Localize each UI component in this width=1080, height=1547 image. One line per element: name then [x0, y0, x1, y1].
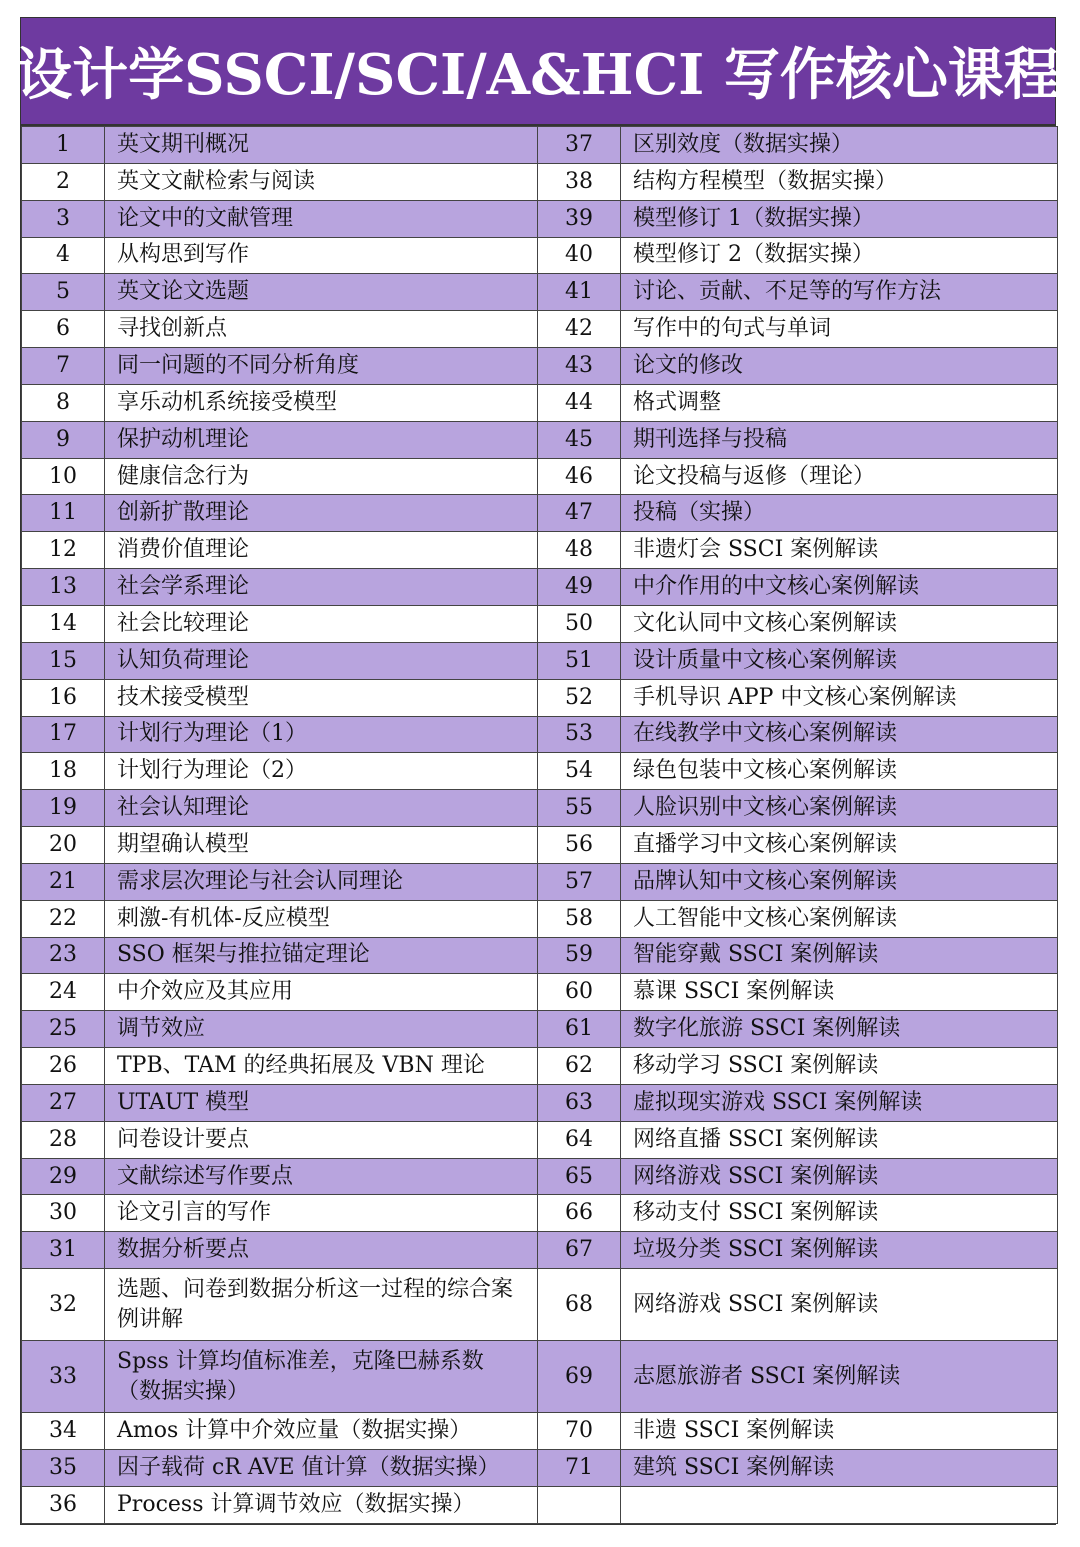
table-row — [22, 532, 1058, 569]
lesson-title: 数字化旅游 SSCI 案例解读 — [621, 1011, 1058, 1048]
lesson-title: 社会学系理论 — [105, 569, 538, 606]
lesson-number: 48 — [538, 532, 621, 569]
table-row — [22, 163, 1058, 200]
lesson-title: 期刊选择与投稿 — [621, 421, 1058, 458]
lesson-title: 格式调整 — [621, 384, 1058, 421]
lesson-number: 41 — [538, 274, 621, 311]
lesson-number: 8 — [22, 384, 105, 421]
table-row — [22, 495, 1058, 532]
lesson-number: 60 — [538, 974, 621, 1011]
table-row — [22, 827, 1058, 864]
lesson-title: 健康信念行为 — [105, 458, 538, 495]
table-row — [22, 900, 1058, 937]
table-row — [22, 127, 1058, 164]
lesson-title: UTAUT 模型 — [105, 1084, 538, 1121]
table-row — [22, 1232, 1058, 1269]
lesson-title: 智能穿戴 SSCI 案例解读 — [621, 937, 1058, 974]
lesson-number: 15 — [22, 642, 105, 679]
lesson-number: 7 — [22, 348, 105, 385]
lesson-title: 需求层次理论与社会认同理论 — [105, 863, 538, 900]
course-table-frame — [16, 17, 1060, 1525]
lesson-title: 问卷设计要点 — [105, 1121, 538, 1158]
lesson-number: 63 — [538, 1084, 621, 1121]
table-row — [22, 458, 1058, 495]
table-row — [22, 679, 1058, 716]
table-row — [22, 753, 1058, 790]
lesson-title: 模型修订 1（数据实操） — [621, 200, 1058, 237]
lesson-number: 37 — [538, 127, 621, 164]
lesson-number: 21 — [22, 863, 105, 900]
lesson-title: 直播学习中文核心案例解读 — [621, 827, 1058, 864]
lesson-number: 35 — [22, 1450, 105, 1487]
lesson-title: 网络直播 SSCI 案例解读 — [621, 1121, 1058, 1158]
lesson-title: 投稿（实操） — [621, 495, 1058, 532]
table-row — [22, 1011, 1058, 1048]
lesson-number: 22 — [22, 900, 105, 937]
lesson-number: 14 — [22, 605, 105, 642]
lesson-title: 调节效应 — [105, 1011, 538, 1048]
lesson-number: 27 — [22, 1084, 105, 1121]
lesson-number: 47 — [538, 495, 621, 532]
lesson-title: 虚拟现实游戏 SSCI 案例解读 — [621, 1084, 1058, 1121]
lesson-title: 数据分析要点 — [105, 1232, 538, 1269]
lesson-title: 文献综述写作要点 — [105, 1158, 538, 1195]
lesson-number: 70 — [538, 1413, 621, 1450]
lesson-title: 选题、问卷到数据分析这一过程的综合案例讲解 — [105, 1269, 538, 1341]
lesson-title: 设计质量中文核心案例解读 — [621, 642, 1058, 679]
lesson-title: 计划行为理论（2） — [105, 753, 538, 790]
lesson-number: 61 — [538, 1011, 621, 1048]
lesson-title: 社会认知理论 — [105, 790, 538, 827]
lesson-number: 43 — [538, 348, 621, 385]
lesson-number: 13 — [22, 569, 105, 606]
lesson-title: 论文中的文献管理 — [105, 200, 538, 237]
lesson-title: 认知负荷理论 — [105, 642, 538, 679]
lesson-number: 68 — [538, 1269, 621, 1341]
table-row — [22, 1269, 1058, 1341]
lesson-number: 51 — [538, 642, 621, 679]
lesson-title: 品牌认知中文核心案例解读 — [621, 863, 1058, 900]
lesson-number: 42 — [538, 311, 621, 348]
lesson-title: 中介效应及其应用 — [105, 974, 538, 1011]
table-row — [22, 1084, 1058, 1121]
lesson-title: 论文引言的写作 — [105, 1195, 538, 1232]
lesson-title: 论文投稿与返修（理论） — [621, 458, 1058, 495]
lesson-number: 32 — [22, 1269, 105, 1341]
lesson-number: 71 — [538, 1450, 621, 1487]
lesson-title: 论文的修改 — [621, 348, 1058, 385]
lesson-number: 64 — [538, 1121, 621, 1158]
lesson-title: 文化认同中文核心案例解读 — [621, 605, 1058, 642]
lesson-number: 16 — [22, 679, 105, 716]
lesson-number: 9 — [22, 421, 105, 458]
lesson-title: 因子载荷 cR AVE 值计算（数据实操） — [105, 1450, 538, 1487]
lesson-title: 垃圾分类 SSCI 案例解读 — [621, 1232, 1058, 1269]
lesson-title: 刺激-有机体-反应模型 — [105, 900, 538, 937]
lesson-number: 38 — [538, 163, 621, 200]
lesson-number: 58 — [538, 900, 621, 937]
lesson-number: 19 — [22, 790, 105, 827]
lesson-number: 50 — [538, 605, 621, 642]
lesson-number: 4 — [22, 237, 105, 274]
table-row — [22, 1158, 1058, 1195]
table-row — [22, 384, 1058, 421]
lesson-number: 66 — [538, 1195, 621, 1232]
lesson-title: 技术接受模型 — [105, 679, 538, 716]
course-table — [21, 126, 1058, 1524]
lesson-number: 36 — [22, 1486, 105, 1523]
lesson-number: 3 — [22, 200, 105, 237]
lesson-number: 6 — [22, 311, 105, 348]
lesson-title: 消费价值理论 — [105, 532, 538, 569]
lesson-number: 39 — [538, 200, 621, 237]
lesson-number: 24 — [22, 974, 105, 1011]
lesson-number: 28 — [22, 1121, 105, 1158]
lesson-title: SSO 框架与推拉锚定理论 — [105, 937, 538, 974]
lesson-title: 英文文献检索与阅读 — [105, 163, 538, 200]
table-row — [22, 348, 1058, 385]
course-table-body — [22, 127, 1058, 1524]
table-row — [22, 237, 1058, 274]
lesson-number: 18 — [22, 753, 105, 790]
table-row — [22, 1413, 1058, 1450]
lesson-title: Process 计算调节效应（数据实操） — [105, 1486, 538, 1523]
lesson-title: 讨论、贡献、不足等的写作方法 — [621, 274, 1058, 311]
lesson-title: 移动学习 SSCI 案例解读 — [621, 1048, 1058, 1085]
lesson-title: 非遗 SSCI 案例解读 — [621, 1413, 1058, 1450]
table-row — [22, 1450, 1058, 1487]
table-row — [22, 642, 1058, 679]
lesson-title: 网络游戏 SSCI 案例解读 — [621, 1158, 1058, 1195]
table-row — [22, 605, 1058, 642]
lesson-title: 绿色包装中文核心案例解读 — [621, 753, 1058, 790]
lesson-number: 69 — [538, 1341, 621, 1413]
table-row — [22, 274, 1058, 311]
table-row — [22, 200, 1058, 237]
lesson-title: 人工智能中文核心案例解读 — [621, 900, 1058, 937]
lesson-title: 网络游戏 SSCI 案例解读 — [621, 1269, 1058, 1341]
lesson-title: 计划行为理论（1） — [105, 716, 538, 753]
lesson-number: 26 — [22, 1048, 105, 1085]
lesson-number: 10 — [22, 458, 105, 495]
lesson-number: 57 — [538, 863, 621, 900]
lesson-number: 5 — [22, 274, 105, 311]
lesson-title: 在线教学中文核心案例解读 — [621, 716, 1058, 753]
lesson-number: 54 — [538, 753, 621, 790]
lesson-number: 11 — [22, 495, 105, 532]
table-row — [22, 716, 1058, 753]
lesson-title: Spss 计算均值标准差，克隆巴赫系数（数据实操） — [105, 1341, 538, 1413]
lesson-title: 享乐动机系统接受模型 — [105, 384, 538, 421]
lesson-title: 英文期刊概况 — [105, 127, 538, 164]
lesson-number: 30 — [22, 1195, 105, 1232]
lesson-number: 67 — [538, 1232, 621, 1269]
lesson-title: 慕课 SSCI 案例解读 — [621, 974, 1058, 1011]
lesson-title: 中介作用的中文核心案例解读 — [621, 569, 1058, 606]
lesson-title: 建筑 SSCI 案例解读 — [621, 1450, 1058, 1487]
lesson-title: 人脸识别中文核心案例解读 — [621, 790, 1058, 827]
table-row — [22, 1048, 1058, 1085]
lesson-number: 55 — [538, 790, 621, 827]
lesson-number: 17 — [22, 716, 105, 753]
table-row — [22, 974, 1058, 1011]
lesson-number: 56 — [538, 827, 621, 864]
lesson-title: 写作中的句式与单词 — [621, 311, 1058, 348]
lesson-number — [538, 1486, 621, 1523]
lesson-number: 44 — [538, 384, 621, 421]
lesson-title: 保护动机理论 — [105, 421, 538, 458]
lesson-number: 2 — [22, 163, 105, 200]
table-row — [22, 421, 1058, 458]
lesson-number: 62 — [538, 1048, 621, 1085]
lesson-title: 从构思到写作 — [105, 237, 538, 274]
lesson-title: 期望确认模型 — [105, 827, 538, 864]
table-row — [22, 311, 1058, 348]
lesson-number: 33 — [22, 1341, 105, 1413]
table-row — [22, 1341, 1058, 1413]
lesson-number: 65 — [538, 1158, 621, 1195]
lesson-title: 同一问题的不同分析角度 — [105, 348, 538, 385]
table-row — [22, 1195, 1058, 1232]
lesson-number: 59 — [538, 937, 621, 974]
table-row — [22, 863, 1058, 900]
table-row — [22, 1121, 1058, 1158]
lesson-title: 创新扩散理论 — [105, 495, 538, 532]
lesson-title: 社会比较理论 — [105, 605, 538, 642]
lesson-title: TPB、TAM 的经典拓展及 VBN 理论 — [105, 1048, 538, 1085]
lesson-title: 手机导识 APP 中文核心案例解读 — [621, 679, 1058, 716]
lesson-number: 53 — [538, 716, 621, 753]
lesson-title: 移动支付 SSCI 案例解读 — [621, 1195, 1058, 1232]
lesson-title: 模型修订 2（数据实操） — [621, 237, 1058, 274]
lesson-number: 49 — [538, 569, 621, 606]
table-row — [22, 1486, 1058, 1523]
lesson-title — [621, 1486, 1058, 1523]
lesson-title: 寻找创新点 — [105, 311, 538, 348]
table-row — [22, 937, 1058, 974]
lesson-title: 区别效度（数据实操） — [621, 127, 1058, 164]
table-row — [22, 790, 1058, 827]
lesson-title: 结构方程模型（数据实操） — [621, 163, 1058, 200]
lesson-number: 25 — [22, 1011, 105, 1048]
lesson-number: 46 — [538, 458, 621, 495]
lesson-title: 非遗灯会 SSCI 案例解读 — [621, 532, 1058, 569]
lesson-number: 12 — [22, 532, 105, 569]
lesson-title: Amos 计算中介效应量（数据实操） — [105, 1413, 538, 1450]
page-title: 设计学SSCI/SCI/A&HCI 写作核心课程 — [21, 18, 1055, 126]
lesson-title: 志愿旅游者 SSCI 案例解读 — [621, 1341, 1058, 1413]
lesson-number: 23 — [22, 937, 105, 974]
lesson-number: 29 — [22, 1158, 105, 1195]
lesson-number: 34 — [22, 1413, 105, 1450]
lesson-number: 40 — [538, 237, 621, 274]
lesson-number: 31 — [22, 1232, 105, 1269]
lesson-number: 45 — [538, 421, 621, 458]
lesson-number: 20 — [22, 827, 105, 864]
lesson-number: 52 — [538, 679, 621, 716]
table-row — [22, 569, 1058, 606]
lesson-title: 英文论文选题 — [105, 274, 538, 311]
lesson-number: 1 — [22, 127, 105, 164]
